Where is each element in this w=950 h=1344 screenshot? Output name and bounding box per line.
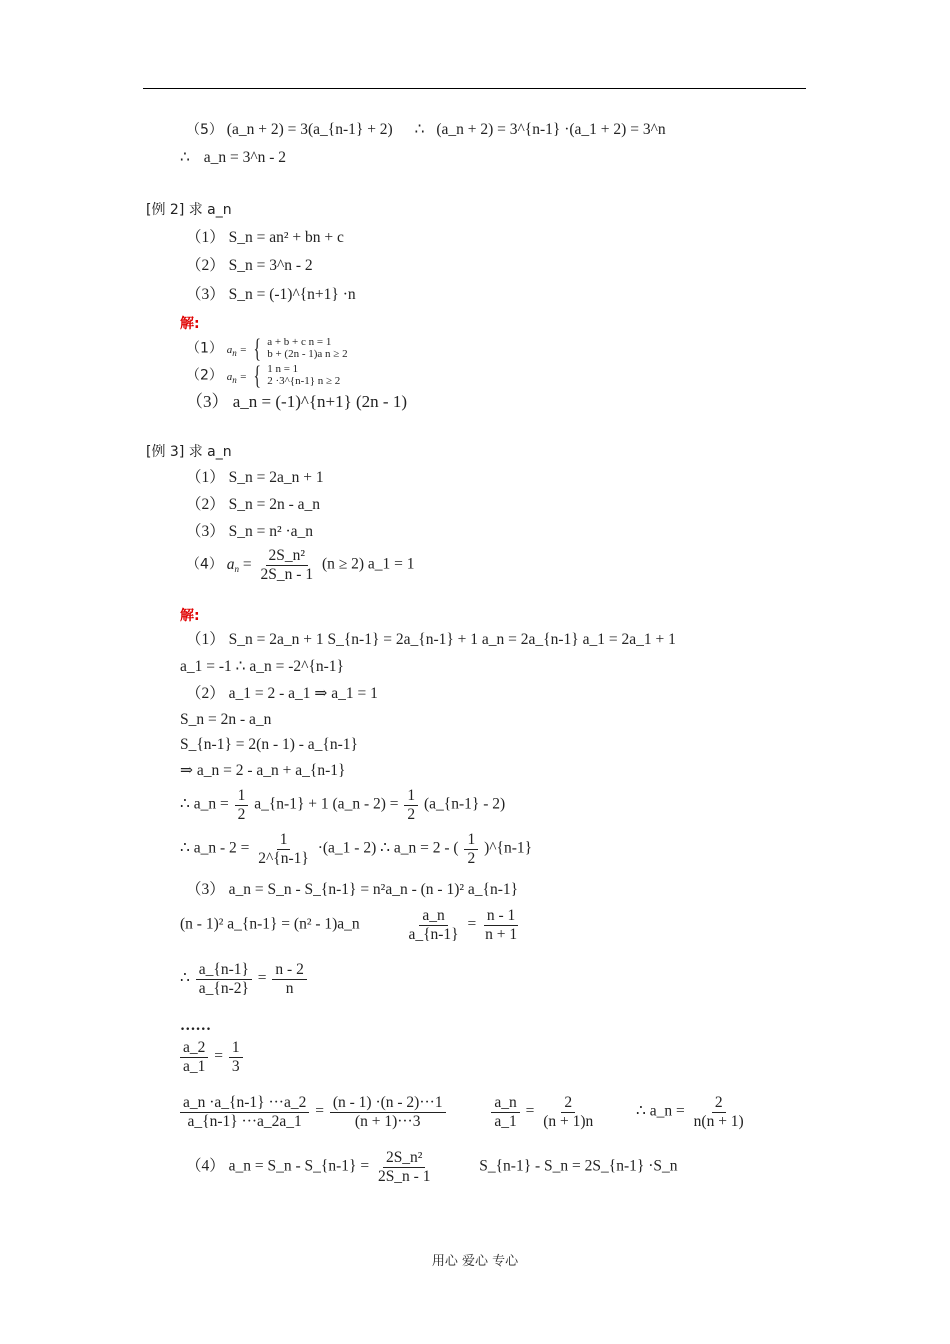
page-footer: 用心 爱心 专心 xyxy=(431,1254,519,1269)
ex3-q2: （2） S_n = 2n - a_n xyxy=(186,496,321,513)
ex2-heading: [例 2] 求 a_n xyxy=(146,202,232,218)
ex2-a2: （2） $a_n$ = { 1 n = 1 2 ·3^{n-1} n ≥ 2 xyxy=(186,361,341,390)
ex3-s3-ellipsis: …… xyxy=(180,1017,211,1034)
ex2-q1: （1） S_n = an² + bn + c xyxy=(186,229,344,246)
ex3-s2-d: ⇒ a_n = 2 - a_n + a_{n-1} xyxy=(180,762,346,779)
ex3-solution-label: 解: xyxy=(180,608,200,624)
ex3-q1: （1） S_n = 2a_n + 1 xyxy=(186,469,324,486)
ex3-s3-a: （3） a_n = S_n - S_{n-1} = n²a_n - (n - 1)² a_{n-1} xyxy=(186,881,519,898)
ex3-s3-b: (n - 1)² a_{n-1} = (n² - 1)a_n $\frac{a\_n}{a\_\{n-1\}}$ = $\frac{n - 1}{n + 1}$ xyxy=(180,907,518,943)
ex3-heading: [例 3] 求 a_n xyxy=(146,444,232,460)
ex3-q3: （3） S_n = n² ·a_n xyxy=(186,523,314,540)
ex2-q2: （2） S_n = 3^n - 2 xyxy=(186,257,313,274)
ex2-a1: （1） $a_n$ = { a + b + c n = 1 b + (2n - 1)a n ≥ 2 xyxy=(186,334,348,363)
ex1-line-5: （5） (a_n + 2) = 3(a_{n-1} + 2) ∴ (a_n + 2) = 3^{n-1} ·(a_1 + 2) = 3^n xyxy=(186,121,666,138)
ex2-q3: （3） S_n = (-1)^{n+1} ·n xyxy=(186,286,356,303)
ex3-s2-f: ∴ a_n - 2 = $\frac{1}{2\^{}\{n-1\}}$ ·(a_1 - 2) ∴ a_n = 2 - ( $\frac{1}{2}$ )^{n-1} xyxy=(180,831,533,867)
ex3-s2-b: S_n = 2n - a_n xyxy=(180,711,272,728)
ex2-solution-label: 解: xyxy=(180,316,200,332)
ex3-s1-b: a_1 = -1 ∴ a_n = -2^{n-1} xyxy=(180,658,344,675)
ex3-s2-c: S_{n-1} = 2(n - 1) - a_{n-1} xyxy=(180,736,358,753)
ex3-s3-c: ∴ $\frac{a\_\{n-1\}}{a\_\{n-2\}}$ = $\frac{n - 2}{n}$ xyxy=(180,962,309,996)
ex3-s2-a: （2） a_1 = 2 - a_1 ⇒ a_1 = 1 xyxy=(186,685,378,702)
ex3-s3-d: $\frac{a\_2}{a\_1}$ = $\frac{1}{3}$ xyxy=(178,1040,245,1074)
ex3-q4: （4） $a_n$ = $\frac{\text{2S\_n²}}{2S\_n - 1}$ (n ≥ 2) a_1 = 1 xyxy=(186,547,415,583)
ex2-a3: （3） a_n = (-1)^{n+1} (2n - 1) xyxy=(186,392,407,411)
ex3-s3-e: $\frac{a\_n \cdot a\_\{n-1\} \cdot\cdot\cdot a\_2}{a\_\{n-1\} \cdot\cdot\cdot a\_2a\_1}$ = $\frac{(n - 1) \cdot(n - 2)\cdot\cdot\cdot 1}{(n + 1)\cdot\cdot\cdot 3}$ $\frac{a\_n}{a\_1}$ = $\frac{2}{(n + 1)n}$ ∴ a_n = $\frac{2}{n(n + 1)}$ xyxy=(178,1095,749,1129)
header-rule xyxy=(143,88,806,89)
ex3-s4: （4） a_n = S_n - S_{n-1} = $\frac{\text{2S\_n²}}{2S\_n - 1}$ S_{n-1} - S_n = 2S_{n-1} ·S_n xyxy=(186,1149,678,1185)
ex3-s2-e: ∴ a_n = $\frac{1}{2}$ a_{n-1} + 1 (a_n - 2) = $\frac{1}{2}$ (a_{n-1} - 2) xyxy=(180,787,506,823)
ex1-conclusion: ∴ a_n = 3^n - 2 xyxy=(180,149,287,166)
ex3-s1-a: （1） S_n = 2a_n + 1 S_{n-1} = 2a_{n-1} + 1 a_n = 2a_{n-1} a_1 = 2a_1 + 1 xyxy=(186,631,676,648)
